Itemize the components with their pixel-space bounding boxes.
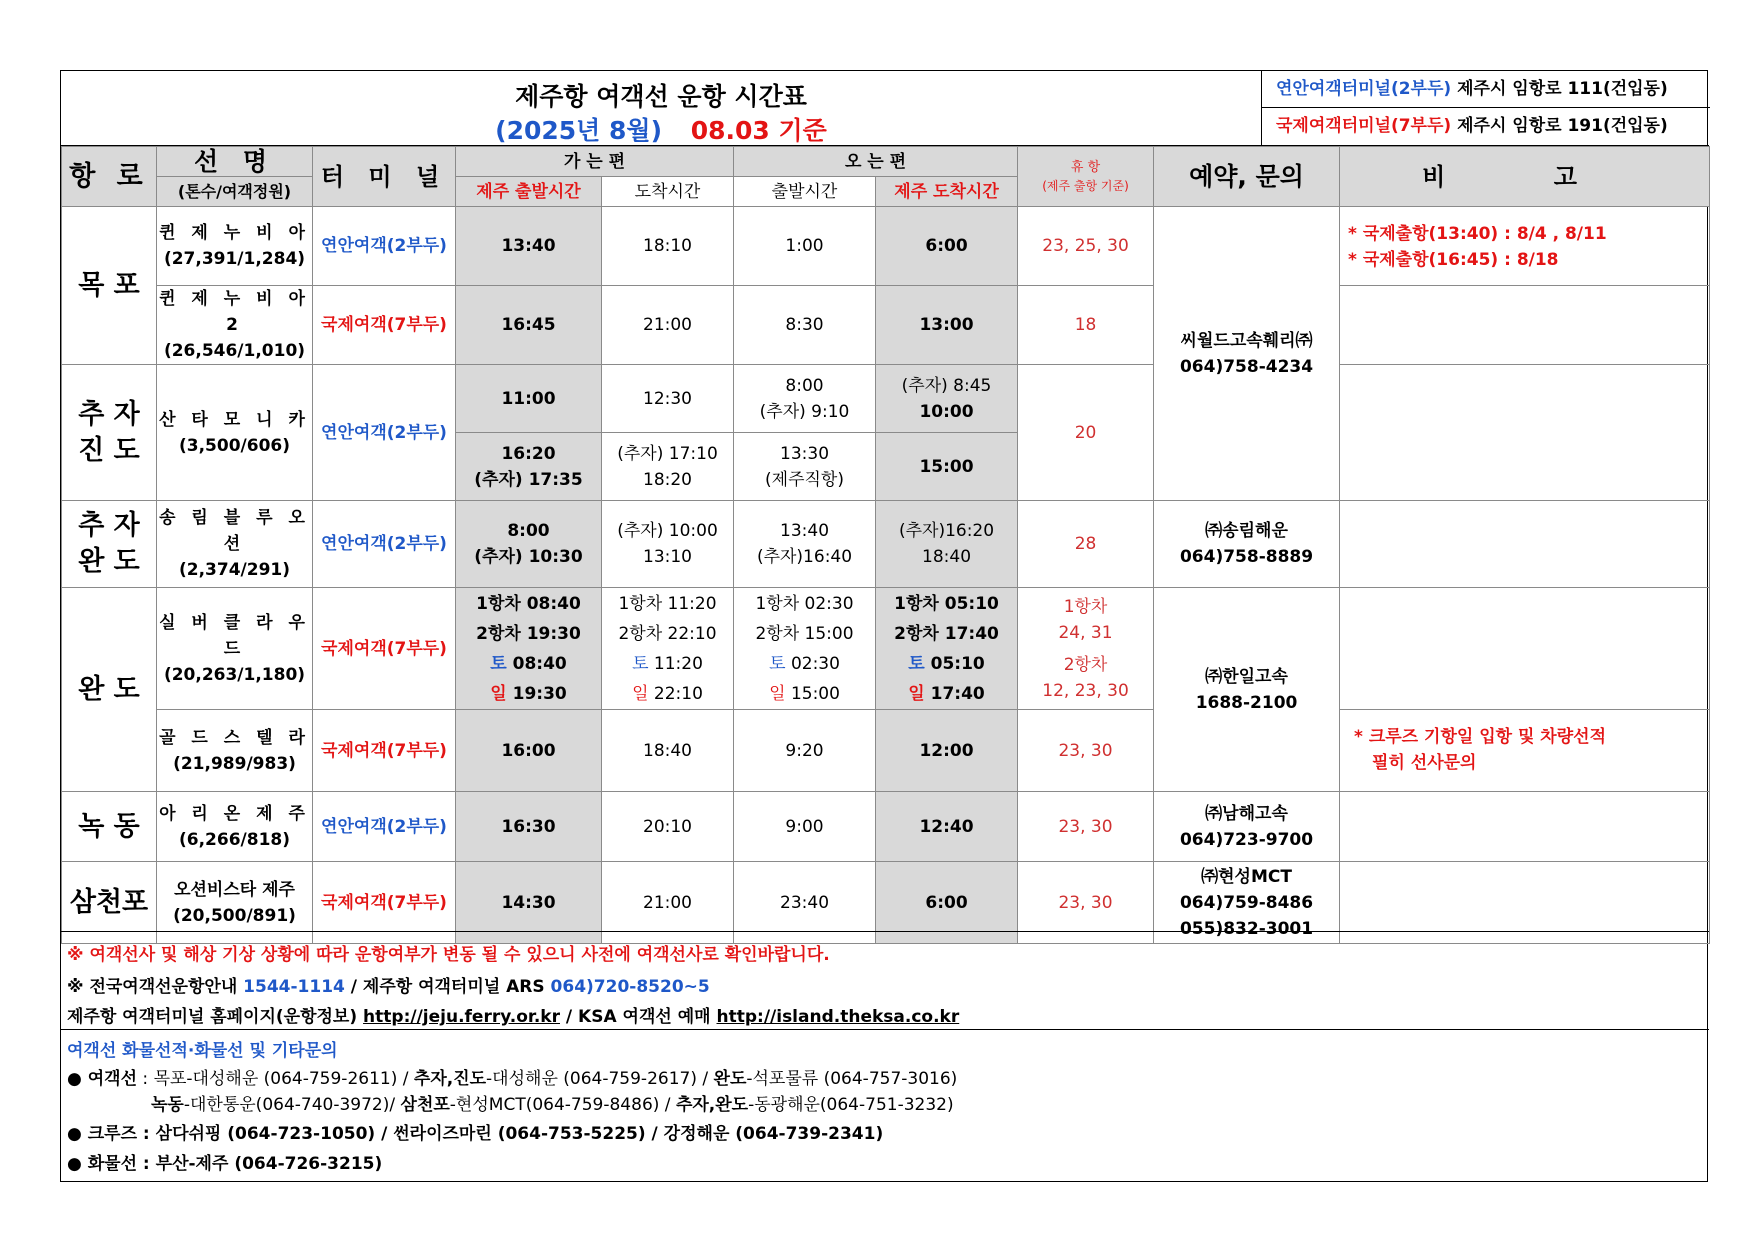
holiday-cell: 20 (1018, 365, 1154, 501)
time-cell: (추자) 8:45 10:00 (876, 365, 1018, 433)
ship-ocean-vista-jeju: 오션비스타 제주 (20,500/891) (157, 862, 313, 944)
header-going-arr: 도착시간 (602, 177, 734, 207)
ship-queen-nuvia: 퀸 제 누 비 아 (27,391/1,284) (157, 207, 313, 286)
contact-seaworld: 씨월드고속훼리㈜ 064)758-4234 (1154, 207, 1340, 501)
schedule-table (61, 146, 1710, 944)
holiday-cell: 23, 30 (1018, 862, 1154, 944)
time-cell: (추자) 17:10 18:20 (602, 433, 734, 501)
time-cell: 1:00 (734, 207, 876, 286)
header-coming-arr: 제주 도착시간 (876, 177, 1018, 207)
time-cell: 8:00 (추자) 9:10 (734, 365, 876, 433)
remark-empty (1340, 588, 1710, 710)
time-cell: 20:10 (602, 792, 734, 862)
terminal-address-coastal: 연안여객터미널(2부두) 제주시 임항로 111(건입동) (1262, 71, 1710, 108)
time-cell: 16:30 (456, 792, 602, 862)
footer-notice: ※ 여객선사 및 해상 기상 상황에 따라 운항여부가 변동 될 수 있으니 사전에 여객선사로 확인바랍니다. (67, 945, 830, 965)
route-chuja-jindo: 추 자 진 도 (62, 365, 157, 501)
route-nokdong: 녹 동 (62, 792, 157, 862)
holiday-cell: 23, 30 (1018, 792, 1154, 862)
contact-hyunsung: ㈜현성MCT 064)759-8486 055)832-3001 (1154, 862, 1340, 944)
time-cell: 12:00 (876, 710, 1018, 792)
schedule-page (60, 70, 1708, 1182)
time-cell: 13:40 (추자)16:40 (734, 501, 876, 588)
time-cell: 18:10 (602, 207, 734, 286)
header-coming: 오 는 편 (734, 147, 1018, 177)
header-ship: 선 명 (157, 147, 313, 177)
time-cell: 18:40 (602, 710, 734, 792)
time-cell: 1항차 08:40 2항차 19:30 토 08:40 일 19:30 (456, 588, 602, 710)
cargo-line-passenger: ● 여객선 : 목포-대성해운 (064-759-2611) / 추자,진도-대성해운 (064-759-2617) / 완도-석포물류 (064-757-3016) (67, 1069, 958, 1089)
subtitle-month: (2025년 8월) (495, 116, 663, 145)
footer-divider (61, 1029, 1709, 1030)
holiday-cell: 23, 25, 30 (1018, 207, 1154, 286)
time-cell: 11:00 (456, 365, 602, 433)
ship-queen-nuvia2: 퀸 제 누 비 아2 (26,546/1,010) (157, 286, 313, 365)
terminal-addresses (1261, 71, 1709, 146)
time-cell: 15:00 (876, 433, 1018, 501)
time-cell: 16:00 (456, 710, 602, 792)
time-cell: 1항차 05:10 2항차 17:40 토 05:10 일 17:40 (876, 588, 1018, 710)
cargo-line-cruise: ● 크루즈 : 삼다쉬핑 (064-723-1050) / 썬라이즈마린 (064-753-5225) / 강정해운 (064-739-2341) (67, 1124, 884, 1144)
time-cell: 6:00 (876, 207, 1018, 286)
header-contact: 예약, 문의 (1154, 147, 1340, 207)
header-remark: 비 고 (1340, 147, 1710, 207)
remark-empty (1340, 501, 1710, 588)
footer-homepage: 제주항 여객터미널 홈페이지(운항정보) http://jeju.ferry.or.kr / KSA 여객선 예매 http://island.theksa.co.kr (67, 1007, 960, 1027)
footer (61, 931, 1709, 1183)
remark-empty (1340, 365, 1710, 501)
route-samcheonpo: 삼천포 (62, 862, 157, 944)
page-subtitle (61, 111, 1261, 147)
time-cell: 21:00 (602, 286, 734, 365)
time-cell: 16:20 (추자) 17:35 (456, 433, 602, 501)
jeju-ferry-link[interactable]: http://jeju.ferry.or.kr (363, 1007, 560, 1027)
terminal-cell: 국제여객(7부두) (313, 862, 456, 944)
contact-hanil: ㈜한일고속 1688-2100 (1154, 588, 1340, 792)
header-coming-dep: 출발시간 (734, 177, 876, 207)
time-cell: (추자)16:20 18:40 (876, 501, 1018, 588)
time-cell: 13:40 (456, 207, 602, 286)
time-cell: 14:30 (456, 862, 602, 944)
header-route: 항 로 (62, 147, 157, 207)
time-cell: 8:30 (734, 286, 876, 365)
holiday-cell: 28 (1018, 501, 1154, 588)
page-title: 제주항 여객선 운항 시간표 (515, 82, 807, 111)
terminal-cell: 연안여객(2부두) (313, 207, 456, 286)
terminal-cell: 국제여객(7부두) (313, 588, 456, 710)
terminal-cell: 연안여객(2부두) (313, 501, 456, 588)
route-mokpo: 목 포 (62, 207, 157, 365)
ship-santa-monica: 산 타 모 니 카 (3,500/606) (157, 365, 313, 501)
time-cell: 12:40 (876, 792, 1018, 862)
time-cell: 16:45 (456, 286, 602, 365)
header-holiday: 휴 항 (제주 출항 기준) (1018, 147, 1154, 207)
ship-silver-cloud: 실 버 클 라 우 드 (20,263/1,180) (157, 588, 313, 710)
ksa-link[interactable]: http://island.theksa.co.kr (716, 1007, 960, 1027)
terminal-cell: 국제여객(7부두) (313, 710, 456, 792)
remark-mokpo: * 국제출항(13:40) : 8/4 , 8/11 * 국제출항(16:45) : 8/18 (1340, 207, 1710, 286)
ship-arion-jeju: 아 리 온 제 주 (6,266/818) (157, 792, 313, 862)
time-cell: 1항차 11:20 2항차 22:10 토 11:20 일 22:10 (602, 588, 734, 710)
time-cell: 12:30 (602, 365, 734, 433)
terminal-cell: 연안여객(2부두) (313, 365, 456, 501)
time-cell: 13:30 (제주직항) (734, 433, 876, 501)
time-cell: 1항차 02:30 2항차 15:00 토 02:30 일 15:00 (734, 588, 876, 710)
header (61, 71, 1709, 146)
remark-empty (1340, 286, 1710, 365)
time-cell: (추자) 10:00 13:10 (602, 501, 734, 588)
remark-cruise: * 크루즈 기항일 입항 및 차량선적 필히 선사문의 (1340, 710, 1710, 792)
header-terminal: 터 미 널 (313, 147, 456, 207)
header-ship-sub: (톤수/여객정원) (157, 177, 313, 207)
cargo-title: 여객선 화물선적·화물선 및 기타문의 (67, 1041, 338, 1061)
cargo-line-passenger-2: 녹동-대한통운(064-740-3972)/ 삼천포-현성MCT(064-759-8486) / 추자,완도-동광해운(064-751-3232) (151, 1095, 954, 1115)
time-cell: 21:00 (602, 862, 734, 944)
route-chuja-wando: 추 자 완 도 (62, 501, 157, 588)
holiday-cell: 1항차 24, 31 2항차 12, 23, 30 (1018, 588, 1154, 710)
time-cell: 13:00 (876, 286, 1018, 365)
ship-gold-stella: 골 드 스 텔 라 (21,989/983) (157, 710, 313, 792)
footer-info: ※ 전국여객선운항안내 1544-1114 / 제주항 여객터미널 ARS 064)720-8520~5 (67, 977, 710, 997)
holiday-cell: 18 (1018, 286, 1154, 365)
remark-empty (1340, 792, 1710, 862)
time-cell: 23:40 (734, 862, 876, 944)
time-cell: 9:00 (734, 792, 876, 862)
time-cell: 8:00 (추자) 10:30 (456, 501, 602, 588)
holiday-cell: 23, 30 (1018, 710, 1154, 792)
ship-songrim-blue-ocean: 송 림 블 루 오 션 (2,374/291) (157, 501, 313, 588)
time-cell: 9:20 (734, 710, 876, 792)
route-wando: 완 도 (62, 588, 157, 792)
subtitle-base: 08.03 기준 (690, 116, 827, 145)
time-cell: 6:00 (876, 862, 1018, 944)
cargo-line-freighter: ● 화물선 : 부산-제주 (064-726-3215) (67, 1154, 383, 1174)
terminal-cell: 국제여객(7부두) (313, 286, 456, 365)
contact-namhae: ㈜남해고속 064)723-9700 (1154, 792, 1340, 862)
header-going-dep: 제주 출발시간 (456, 177, 602, 207)
contact-songrim: ㈜송림해운 064)758-8889 (1154, 501, 1340, 588)
terminal-cell: 연안여객(2부두) (313, 792, 456, 862)
header-going: 가 는 편 (456, 147, 734, 177)
terminal-address-international: 국제여객터미널(7부두) 제주시 임항로 191(건입동) (1276, 116, 1668, 136)
